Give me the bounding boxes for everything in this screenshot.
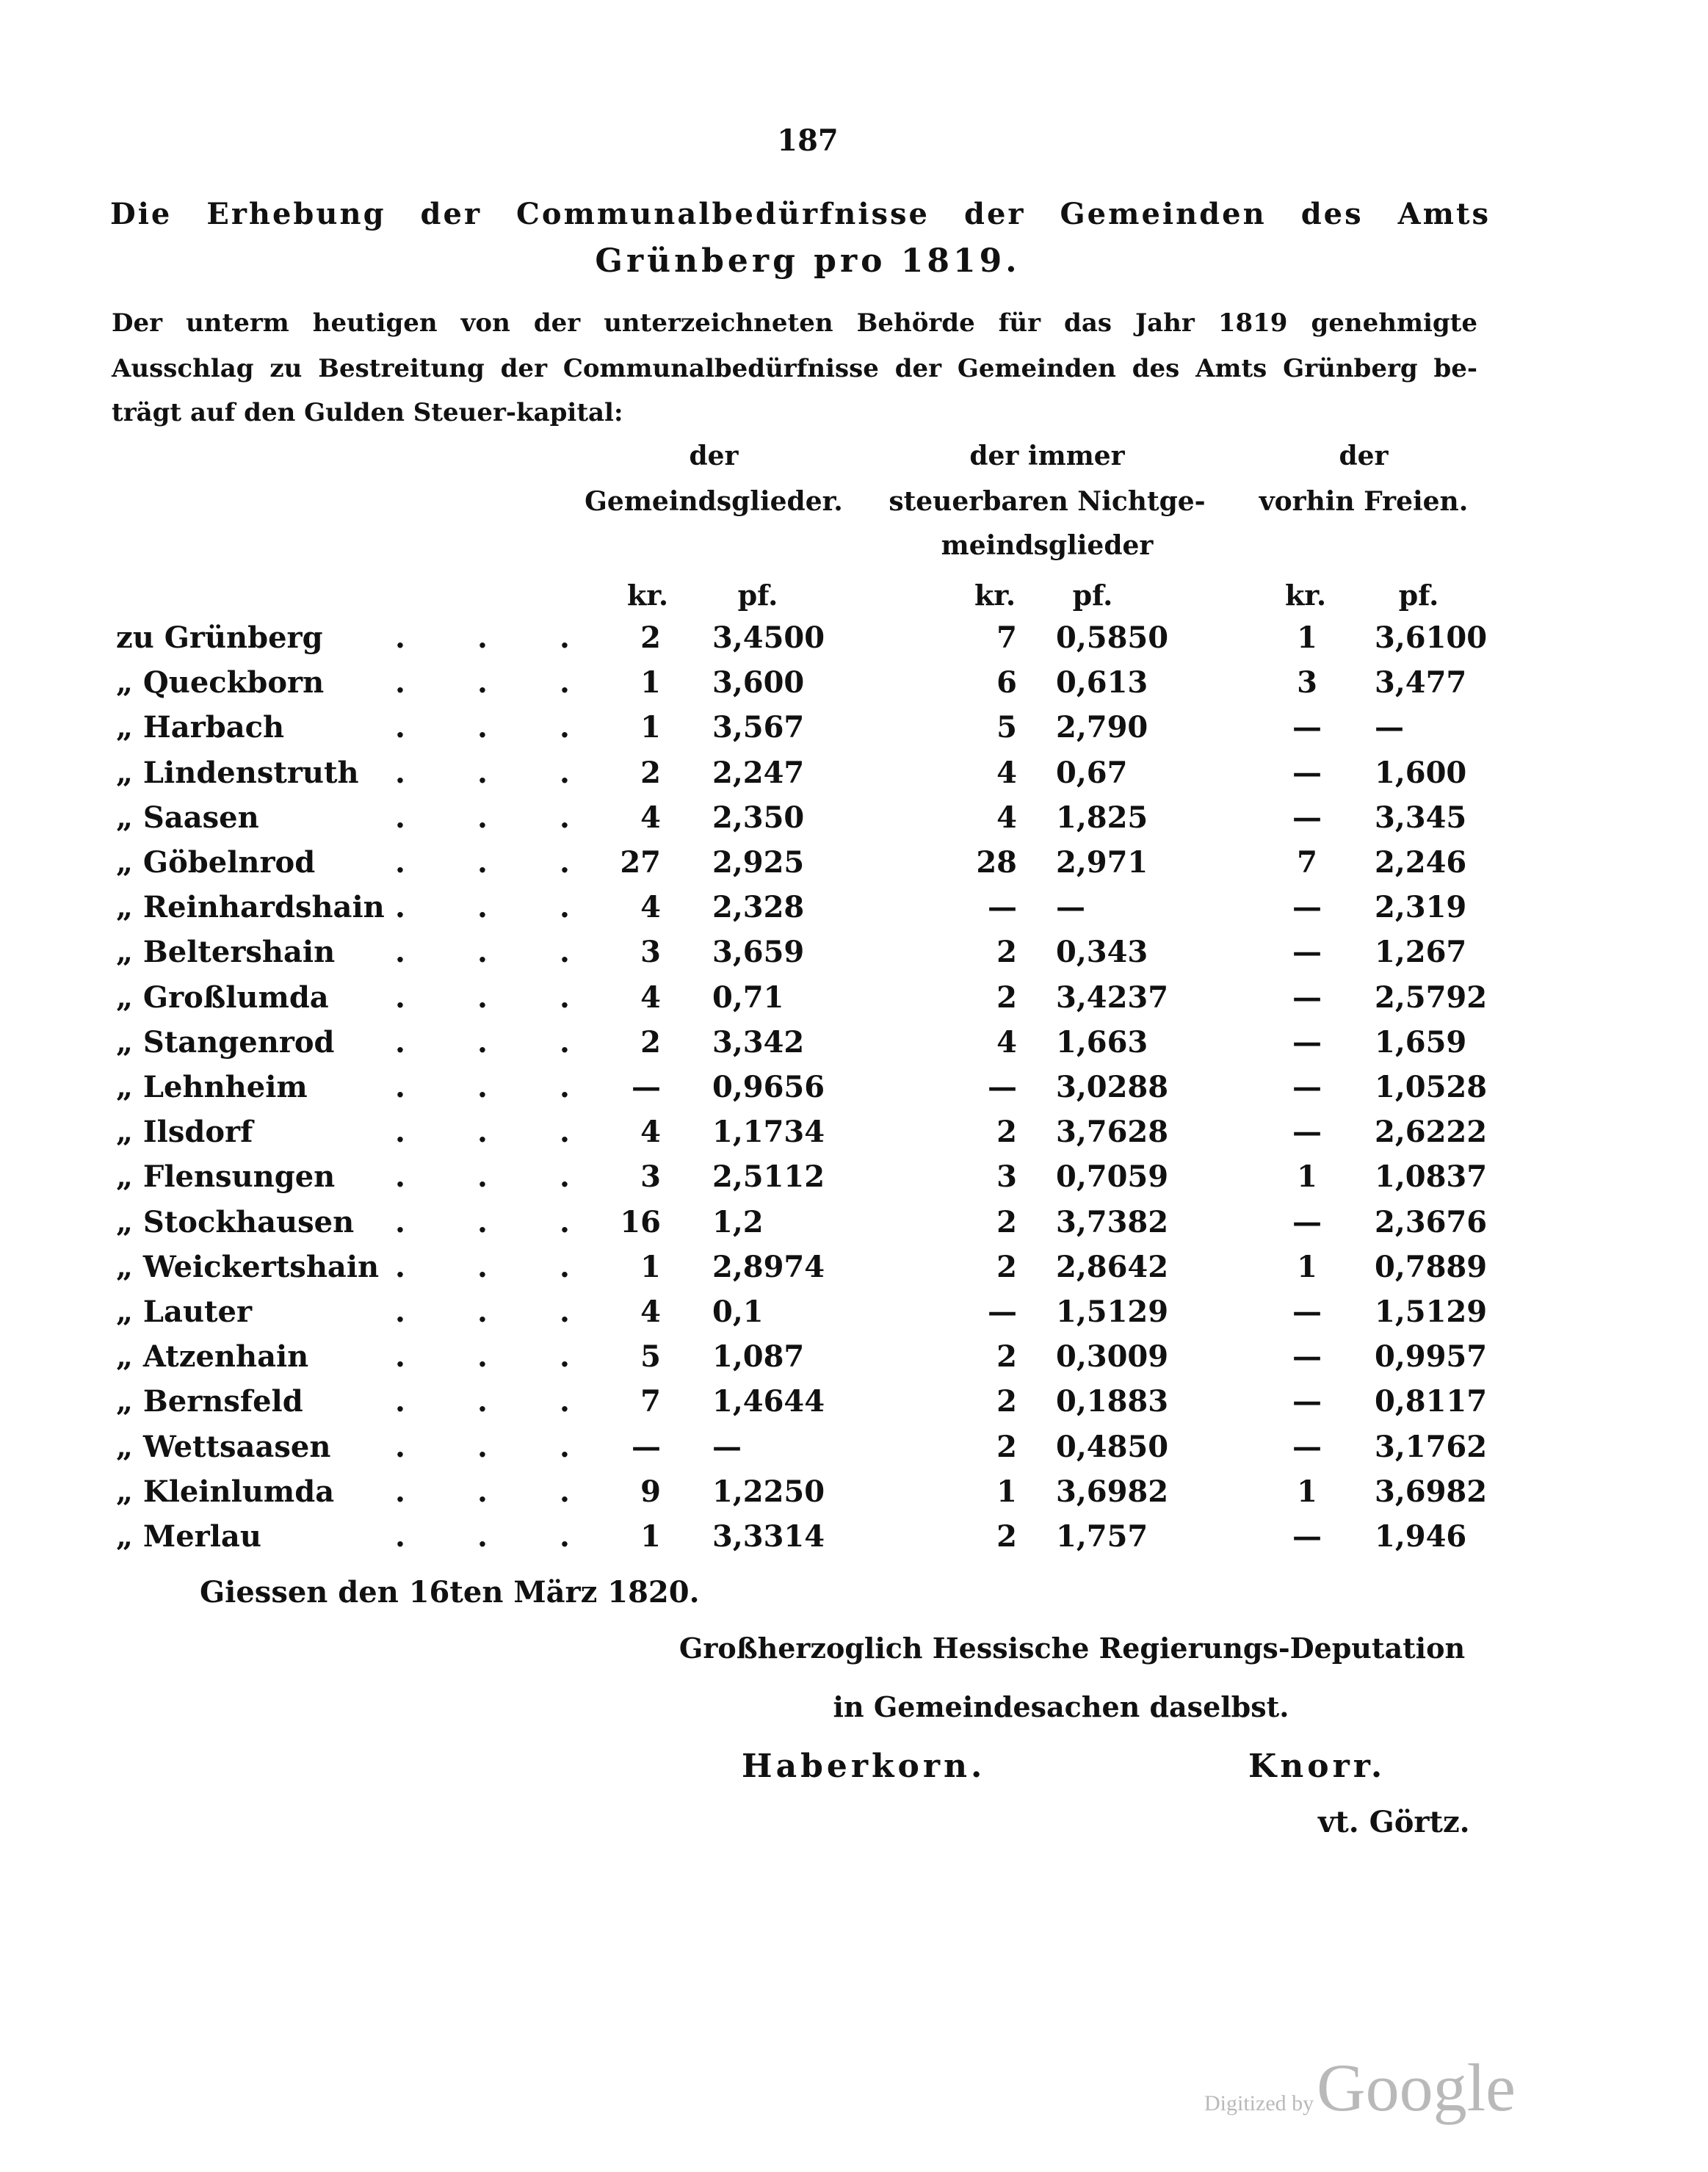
nonmembers-pf-cell: 0,67 [1056,755,1128,790]
nonmembers-pf-cell: 3,6982 [1056,1474,1169,1509]
village-name: „ Kleinlumda [116,1474,335,1509]
nonmembers-pf-cell: 3,7382 [1056,1204,1169,1239]
table-row [0,1159,1615,1203]
table-row [0,1070,1615,1114]
group-header-nonmembers-line-2: steuerbaren Nichtge- [889,486,1206,517]
leader-dot: . [560,755,570,790]
leader-dot: . [477,1474,488,1509]
nonmembers-kr-cell: 7 [996,620,1017,655]
leader-dot: . [395,1024,405,1060]
leader-dot: . [477,1204,488,1239]
members-kr-cell: 4 [640,800,661,835]
leader-dot: . [395,980,405,1015]
free-pf-cell: 2,319 [1375,890,1467,925]
watermark-google-text: Google [1317,2050,1516,2125]
village-name: „ Bernsfeld [116,1384,303,1419]
group-header-nonmembers-line-1: der immer [969,441,1125,471]
authority-line-1: Großherzoglich Hessische Regierungs-Deputation [679,1632,1466,1665]
members-kr-cell: 4 [640,980,661,1015]
village-name: „ Merlau [116,1519,261,1554]
village-name: „ Wettsaasen [116,1429,331,1464]
page-number: 187 [777,123,839,158]
free-pf-cell: 0,7889 [1375,1249,1488,1284]
members-pf-cell: 3,4500 [712,620,825,655]
village-name: „ Atzenhain [116,1339,309,1375]
nonmembers-kr-cell: 2 [996,1249,1017,1284]
members-pf-cell: 2,328 [712,890,805,925]
group-header-free-line-2: vorhin Freien. [1259,486,1469,517]
leader-dot: . [560,1384,570,1419]
nonmembers-pf-cell: 2,8642 [1056,1249,1169,1284]
village-name: „ Flensungen [116,1159,336,1195]
signature-knorr: Knorr. [1248,1748,1386,1785]
nonmembers-kr-cell: 2 [996,1429,1017,1464]
leader-dot: . [560,1339,570,1375]
table-row [0,1430,1615,1474]
leader-dot: . [560,800,570,835]
members-pf-cell: 3,3314 [712,1519,825,1554]
subheader-pf-2: pf. [1072,579,1113,612]
leader-dot: . [395,665,405,701]
table-row [0,980,1615,1024]
leader-dot: . [395,1159,405,1195]
free-pf-cell: 1,267 [1375,935,1467,970]
table-row [0,665,1615,709]
leader-dot: . [395,935,405,970]
nonmembers-kr-cell: 2 [996,980,1017,1015]
nonmembers-kr-cell: 5 [996,710,1017,745]
group-header-members-line-1: der [689,441,739,471]
free-pf-cell: 3,345 [1375,800,1467,835]
leader-dot: . [477,755,488,790]
leader-dot: . [560,1295,570,1329]
nonmembers-kr-cell: 1 [996,1474,1017,1509]
subheader-kr-2: kr. [974,579,1016,612]
leader-dot: . [560,1519,570,1554]
nonmembers-pf-cell: 0,613 [1056,665,1148,701]
leader-dot: . [395,1249,405,1284]
table-row [0,1519,1615,1563]
members-pf-cell: 3,342 [712,1024,805,1060]
free-pf-cell: 3,6100 [1375,620,1488,655]
leader-dot: . [395,710,405,745]
members-pf-cell: 3,600 [712,665,805,701]
nonmembers-pf-cell: 0,343 [1056,935,1148,970]
nonmembers-pf-cell: 1,663 [1056,1024,1148,1060]
leader-dot: . [477,800,488,835]
leader-dot: . [477,935,488,970]
table-row [0,935,1615,979]
table-row [0,1115,1615,1159]
nonmembers-pf-cell: 1,825 [1056,800,1148,835]
table-row [0,1474,1615,1518]
members-pf-cell: 1,2250 [712,1474,825,1509]
free-kr-cell: — [1292,1115,1322,1150]
members-pf-cell: 1,1734 [712,1115,825,1150]
free-kr-cell: — [1292,1384,1322,1419]
free-kr-cell: 1 [1297,1474,1317,1509]
leader-dot: . [477,620,488,655]
table-row [0,756,1615,800]
leader-dot: . [560,710,570,745]
nonmembers-pf-cell: 0,4850 [1056,1429,1169,1464]
nonmembers-kr-cell: 4 [996,800,1017,835]
leader-dot: . [395,1384,405,1419]
nonmembers-pf-cell: 0,3009 [1056,1339,1169,1375]
subheader-pf-3: pf. [1398,579,1439,612]
free-pf-cell: 1,0528 [1375,1070,1488,1104]
table-row [0,1205,1615,1249]
leader-dot: . [395,800,405,835]
village-name: „ Lauter [116,1295,253,1329]
free-pf-cell: 3,6982 [1375,1474,1488,1509]
leader-dot: . [477,665,488,701]
nonmembers-pf-cell: 3,0288 [1056,1070,1169,1104]
members-kr-cell: — [632,1070,661,1104]
free-kr-cell: — [1292,1295,1322,1329]
nonmembers-kr-cell: 4 [996,755,1017,790]
free-kr-cell: — [1292,1070,1322,1104]
nonmembers-kr-cell: 6 [996,665,1017,701]
table-row [0,890,1615,934]
leader-dot: . [560,1429,570,1464]
free-kr-cell: 1 [1297,1159,1317,1195]
village-name: „ Großlumda [116,980,329,1015]
members-kr-cell: 4 [640,890,661,925]
village-name: „ Lehnheim [116,1070,308,1104]
leader-dot: . [477,1249,488,1284]
leader-dot: . [477,710,488,745]
leader-dot: . [560,1249,570,1284]
members-kr-cell: 3 [640,1159,661,1195]
village-name: zu Grünberg [116,620,323,655]
subheader-kr-1: kr. [626,579,669,612]
members-kr-cell: 4 [640,1295,661,1329]
leader-dot: . [395,620,405,655]
leader-dot: . [395,1519,405,1554]
table-row [0,1384,1615,1428]
leader-dot: . [560,1204,570,1239]
leader-dot: . [395,755,405,790]
place-date: Giessen den 16ten März 1820. [200,1575,700,1610]
free-pf-cell: 1,5129 [1375,1295,1488,1329]
subheader-kr-3: kr. [1284,579,1327,612]
leader-dot: . [395,845,405,880]
free-pf-cell: 2,3676 [1375,1204,1488,1239]
village-name: „ Queckborn [116,665,325,701]
leader-dot: . [560,980,570,1015]
members-pf-cell: 2,247 [712,755,805,790]
leader-dot: . [395,890,405,925]
leader-dot: . [395,1295,405,1329]
free-kr-cell: — [1292,1204,1322,1239]
leader-dot: . [560,1159,570,1195]
leader-dot: . [560,1115,570,1150]
free-kr-cell: — [1292,710,1322,745]
free-kr-cell: — [1292,1024,1322,1060]
nonmembers-kr-cell: 2 [996,935,1017,970]
leader-dot: . [560,1024,570,1060]
members-kr-cell: 2 [640,620,661,655]
leader-dot: . [395,1070,405,1104]
village-name: „ Lindenstruth [116,755,359,790]
members-kr-cell: 3 [640,935,661,970]
members-pf-cell: 0,71 [712,980,784,1015]
nonmembers-pf-cell: 2,790 [1056,710,1148,745]
members-kr-cell: 1 [640,710,661,745]
free-pf-cell: 1,600 [1375,755,1467,790]
signature-haberkorn: Haberkorn. [742,1748,986,1785]
authority-line-2: in Gemeindesachen daselbst. [833,1690,1289,1723]
leader-dot: . [477,1024,488,1060]
free-pf-cell: 1,659 [1375,1024,1467,1060]
village-name: „ Beltershain [116,935,336,970]
nonmembers-pf-cell: 1,757 [1056,1519,1148,1554]
leader-dot: . [477,1339,488,1375]
free-kr-cell: — [1292,980,1322,1015]
free-pf-cell: 2,6222 [1375,1115,1488,1150]
free-kr-cell: 1 [1297,1249,1317,1284]
members-pf-cell: 0,1 [712,1295,764,1329]
free-kr-cell: — [1292,800,1322,835]
table-row [0,845,1615,889]
members-pf-cell: 3,659 [712,935,805,970]
members-kr-cell: 1 [640,1249,661,1284]
digitized-by-google-watermark [1204,2049,1516,2126]
free-pf-cell: — [1375,710,1404,745]
members-pf-cell: 2,5112 [712,1159,825,1195]
leader-dot: . [395,1339,405,1375]
leader-dot: . [560,620,570,655]
leader-dot: . [395,1204,405,1239]
nonmembers-kr-cell: 2 [996,1384,1017,1419]
members-kr-cell: 2 [640,1024,661,1060]
leader-dot: . [477,890,488,925]
village-name: „ Göbelnrod [116,845,316,880]
nonmembers-pf-cell: 0,7059 [1056,1159,1169,1195]
members-kr-cell: 4 [640,1115,661,1150]
leader-dot: . [477,1115,488,1150]
free-kr-cell: — [1292,1339,1322,1375]
free-pf-cell: 3,1762 [1375,1429,1488,1464]
members-pf-cell: 1,4644 [712,1384,825,1419]
group-header-members-line-2: Gemeindsglieder. [585,486,843,517]
members-pf-cell: 1,2 [712,1204,764,1239]
members-pf-cell: 2,8974 [712,1249,825,1284]
free-pf-cell: 0,8117 [1375,1384,1488,1419]
nonmembers-kr-cell: — [988,890,1017,925]
nonmembers-kr-cell: 28 [976,845,1017,880]
village-name: „ Weickertshain [116,1249,380,1284]
leader-dot: . [477,1070,488,1104]
nonmembers-kr-cell: 2 [996,1339,1017,1375]
nonmembers-kr-cell: 2 [996,1519,1017,1554]
leader-dot: . [560,935,570,970]
free-kr-cell: — [1292,890,1322,925]
table-row [0,620,1615,665]
members-pf-cell: — [712,1429,742,1464]
free-kr-cell: 1 [1297,620,1317,655]
members-kr-cell: 1 [640,665,661,701]
village-name: „ Stockhausen [116,1204,355,1239]
leader-dot: . [477,1295,488,1329]
village-name: „ Ilsdorf [116,1115,253,1150]
nonmembers-kr-cell: — [988,1295,1017,1329]
nonmembers-pf-cell: 1,5129 [1056,1295,1169,1329]
nonmembers-kr-cell: 2 [996,1115,1017,1150]
nonmembers-kr-cell: 2 [996,1204,1017,1239]
free-pf-cell: 2,5792 [1375,980,1488,1015]
village-name: „ Reinhardshain [116,890,385,925]
leader-dot: . [560,665,570,701]
intro-paragraph-line-1: Der unterm heutigen von der unterzeichneten Behörde für das Jahr 1819 genehmigte [112,308,1477,338]
intro-paragraph-line-2: Ausschlag zu Bestreitung der Communalbedürfnisse der Gemeinden des Amts Grünberg be- [112,354,1477,383]
nonmembers-pf-cell: 0,5850 [1056,620,1169,655]
nonmembers-pf-cell: 2,971 [1056,845,1148,880]
members-kr-cell: 9 [640,1474,661,1509]
leader-dot: . [477,845,488,880]
free-pf-cell: 2,246 [1375,845,1467,880]
free-kr-cell: — [1292,755,1322,790]
members-kr-cell: 16 [620,1204,661,1239]
free-kr-cell: — [1292,935,1322,970]
title-line-1: Die Erhebung der Communalbedürfnisse der Gemeinden des Amts [110,197,1491,231]
subheader-pf-1: pf. [737,579,778,612]
leader-dot: . [477,980,488,1015]
nonmembers-kr-cell: 4 [996,1024,1017,1060]
leader-dot: . [477,1519,488,1554]
members-pf-cell: 0,9656 [712,1070,825,1104]
table-row [0,710,1615,754]
group-header-free-line-1: der [1339,441,1389,471]
title-line-2: Grünberg pro 1819. [595,242,1021,280]
free-kr-cell: 7 [1297,845,1317,880]
table-row [0,1250,1615,1294]
countersignature: vt. Görtz. [1318,1805,1470,1839]
intro-paragraph-line-3: trägt auf den Gulden Steuer-kapital: [112,398,623,427]
village-name: „ Harbach [116,710,285,745]
free-kr-cell: — [1292,1429,1322,1464]
leader-dot: . [395,1115,405,1150]
leader-dot: . [560,1474,570,1509]
watermark-small-text: Digitized by [1204,2091,1314,2115]
nonmembers-pf-cell: 0,1883 [1056,1384,1169,1419]
village-name: „ Saasen [116,800,259,835]
table-row [0,1295,1615,1339]
leader-dot: . [477,1429,488,1464]
table-row [0,1339,1615,1383]
members-kr-cell: 7 [640,1384,661,1419]
free-kr-cell: 3 [1297,665,1317,701]
nonmembers-pf-cell: 3,7628 [1056,1115,1169,1150]
members-pf-cell: 2,925 [712,845,805,880]
members-kr-cell: 1 [640,1519,661,1554]
nonmembers-pf-cell: 3,4237 [1056,980,1169,1015]
group-header-nonmembers-line-3: meindsglieder [941,530,1154,561]
leader-dot: . [395,1474,405,1509]
leader-dot: . [560,845,570,880]
nonmembers-kr-cell: 3 [996,1159,1017,1195]
table-row [0,1025,1615,1069]
members-pf-cell: 2,350 [712,800,805,835]
members-kr-cell: — [632,1429,661,1464]
free-pf-cell: 1,0837 [1375,1159,1488,1195]
free-kr-cell: — [1292,1519,1322,1554]
nonmembers-kr-cell: — [988,1070,1017,1104]
members-pf-cell: 3,567 [712,710,805,745]
members-kr-cell: 5 [640,1339,661,1375]
leader-dot: . [477,1384,488,1419]
members-kr-cell: 2 [640,755,661,790]
leader-dot: . [477,1159,488,1195]
members-pf-cell: 1,087 [712,1339,805,1375]
free-pf-cell: 0,9957 [1375,1339,1488,1375]
leader-dot: . [560,890,570,925]
leader-dot: . [560,1070,570,1104]
free-pf-cell: 3,477 [1375,665,1467,701]
village-name: „ Stangenrod [116,1024,335,1060]
free-pf-cell: 1,946 [1375,1519,1467,1554]
nonmembers-pf-cell: — [1056,890,1085,925]
table-row [0,800,1615,844]
leader-dot: . [395,1429,405,1464]
members-kr-cell: 27 [620,845,661,880]
